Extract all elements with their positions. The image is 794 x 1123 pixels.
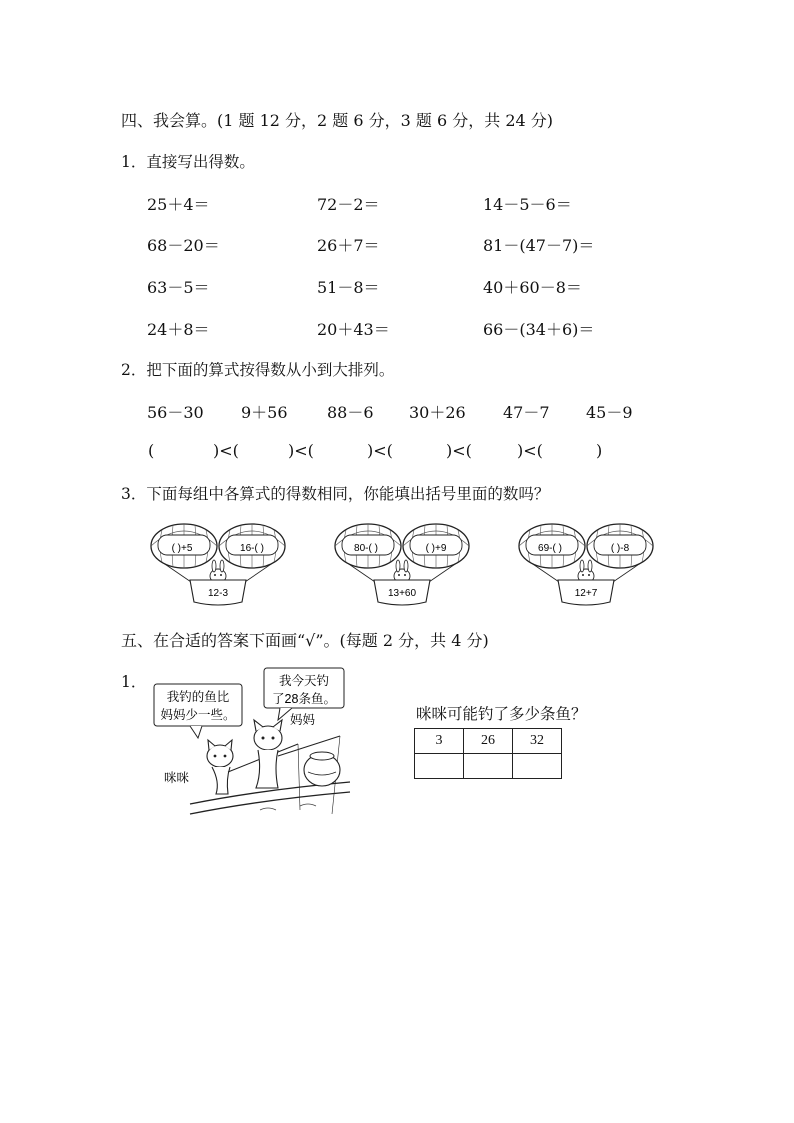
section-4-title: 四、我会算。(1 题 12 分，2 题 6 分，3 题 6 分，共 24 分) bbox=[121, 111, 554, 130]
equation: 66－(34＋6)＝ bbox=[483, 320, 595, 339]
answer-table bbox=[414, 728, 562, 779]
fishing-cats-illustration bbox=[150, 664, 355, 816]
equation: 24＋8＝ bbox=[147, 320, 210, 339]
question-2-label: 2．把下面的算式按得数从小到大排列。 bbox=[121, 361, 395, 379]
answer-bracket[interactable]: )<( bbox=[446, 441, 472, 460]
balloon-left-text: 69-( ) bbox=[538, 543, 562, 554]
option-cell: 3 bbox=[415, 729, 464, 754]
name-mom: 妈妈 bbox=[290, 713, 316, 727]
equation: 81－(47－7)＝ bbox=[483, 236, 595, 255]
bubble-mom-line2: 了28条鱼。 bbox=[272, 692, 336, 706]
answer-bracket[interactable]: )<( bbox=[517, 441, 543, 460]
check-cell[interactable] bbox=[415, 754, 464, 779]
question-3-label: 3．下面每组中各算式的得数相同，你能填出括号里面的数吗？ bbox=[121, 485, 550, 503]
equation: 51－8＝ bbox=[317, 278, 380, 297]
equation: 26＋7＝ bbox=[317, 236, 380, 255]
equation: 14－5－6＝ bbox=[483, 195, 572, 214]
answer-bracket[interactable]: )<( bbox=[288, 441, 314, 460]
equation: 72－2＝ bbox=[317, 195, 380, 214]
basket-text: 12-3 bbox=[207, 588, 229, 599]
name-mimi: 咪咪 bbox=[164, 771, 190, 785]
check-cell[interactable] bbox=[513, 754, 562, 779]
expression: 30＋26 bbox=[409, 403, 466, 422]
answer-bracket[interactable]: ( bbox=[148, 441, 155, 460]
equation: 25＋4＝ bbox=[147, 195, 210, 214]
expression: 88－6 bbox=[327, 403, 374, 422]
answer-bracket[interactable]: ) bbox=[596, 441, 603, 460]
equation: 20＋43＝ bbox=[317, 320, 390, 339]
balloon-group-2 bbox=[335, 524, 469, 605]
question-5-1-label: 1． bbox=[121, 673, 147, 691]
option-cell: 26 bbox=[464, 729, 513, 754]
balloon-group-3 bbox=[519, 524, 653, 605]
basket-text: 13+60 bbox=[387, 588, 417, 599]
expression: 9＋56 bbox=[241, 403, 288, 422]
answer-bracket[interactable]: )<( bbox=[213, 441, 239, 460]
section-5-title: 五、在合适的答案下面画“√”。(每题 2 分，共 4 分) bbox=[121, 631, 489, 650]
equation: 40＋60－8＝ bbox=[483, 278, 582, 297]
balloon-group-1 bbox=[151, 524, 285, 605]
balloon-right-text: 16-( ) bbox=[240, 543, 264, 554]
balloon-left-text: ( )+5 bbox=[171, 543, 193, 554]
expression: 56－30 bbox=[147, 403, 204, 422]
expression: 47－7 bbox=[503, 403, 550, 422]
bubble-mom-line1: 我今天钓 bbox=[278, 674, 330, 688]
basket-text: 12+7 bbox=[574, 588, 598, 599]
balloon-groups bbox=[146, 518, 656, 612]
balloon-right-text: ( )-8 bbox=[610, 543, 630, 554]
question-1-label: 1．直接写出得数。 bbox=[121, 153, 255, 171]
question-5-1-text: 咪咪可能钓了多少条鱼？ bbox=[416, 706, 587, 723]
balloon-right-text: ( )+9 bbox=[425, 543, 447, 554]
equation: 63－5＝ bbox=[147, 278, 210, 297]
check-cell[interactable] bbox=[464, 754, 513, 779]
expression: 45－9 bbox=[586, 403, 633, 422]
option-cell: 32 bbox=[513, 729, 562, 754]
answer-bracket[interactable]: )<( bbox=[367, 441, 393, 460]
bubble-mimi-line2: 妈妈少一些。 bbox=[160, 708, 236, 722]
bubble-mimi-line1: 我钓的鱼比 bbox=[166, 690, 230, 704]
equation: 68－20＝ bbox=[147, 236, 220, 255]
balloon-left-text: 80-( ) bbox=[354, 543, 378, 554]
